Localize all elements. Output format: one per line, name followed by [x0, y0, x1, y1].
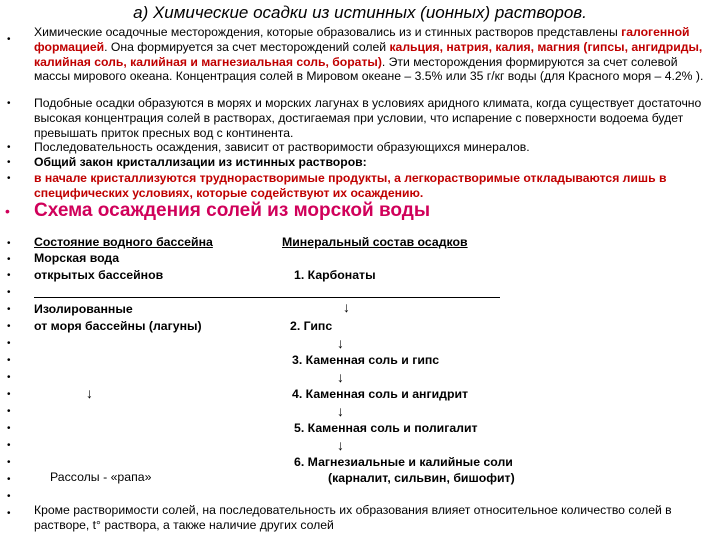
paragraph-halogen-formation [34, 25, 710, 84]
bullet-marker: • [7, 457, 11, 468]
bullet-marker: • [7, 508, 11, 519]
bullet-marker: • [7, 491, 11, 502]
bullet-marker: • [7, 304, 11, 315]
bullet-marker: • [7, 338, 11, 349]
bullet-marker: • [7, 34, 11, 45]
down-arrow-icon: ↓ [337, 403, 344, 419]
highlight-term: кальция, натрия, калия, магния (гипсы, ангидриды, калийная соль, калийная и магнезиальная соль, бораты) [34, 39, 703, 69]
footer-note: Кроме растворимости солей, на последовательность их образования влияет относительное количество солей в растворе, t° раствора, а также наличие других солей [34, 503, 672, 532]
paragraph-general-law: Общий закон кристаллизации из истинных растворов: [34, 155, 367, 169]
mineral-stage: (карналит, сильвин, бишофит) [328, 471, 515, 485]
bullet-marker: • [7, 238, 11, 249]
highlight-term: галогенной формацией [34, 25, 690, 54]
mineral-stage: 1. Карбонаты [294, 268, 376, 282]
bullet-marker: • [7, 98, 11, 109]
bullet-marker: • [7, 406, 11, 417]
bullet-marker: • [7, 389, 11, 400]
right-column-header: Минеральный состав осадков [282, 235, 468, 249]
basin-state: Изолированные [34, 302, 133, 316]
down-arrow-icon: ↓ [86, 385, 93, 401]
down-arrow-icon: ↓ [343, 299, 350, 315]
bullet-marker: • [7, 287, 11, 298]
down-arrow-icon: ↓ [337, 335, 344, 351]
down-arrow-icon: ↓ [337, 437, 344, 453]
down-arrow-icon: ↓ [337, 369, 344, 385]
basin-state: от моря бассейны (лагуны) [34, 319, 202, 333]
basin-state: Морская вода [34, 251, 120, 265]
left-column-header: Состояние водного бассейна [34, 235, 213, 249]
paragraph-arid-conditions: Подобные осадки образуются в морях и морских лагунах в условиях аридного климата, когда существует достаточно высокая концентрация солей в растворах, достигаемая при условии, что испарение с поверхности водоема будет превышать приток пресных вод с континента. [34, 96, 702, 140]
mineral-stage: 2. Гипс [290, 319, 333, 333]
bullet-marker: • [7, 355, 11, 366]
scheme-heading: Схема осаждения солей из морской воды [34, 200, 431, 221]
mineral-stage: 3. Каменная соль и гипс [292, 353, 440, 367]
mineral-stage: 5. Каменная соль и полигалит [294, 421, 478, 435]
bullet-marker: • [7, 321, 11, 332]
bullet-marker: • [5, 203, 10, 219]
bullet-marker: • [7, 254, 11, 265]
basin-state: открытых бассейнов [34, 268, 164, 282]
bullet-marker: • [7, 157, 11, 168]
page-title: а) Химические осадки из истинных (ионных) растворов. [133, 3, 587, 22]
divider-line [34, 297, 500, 298]
text-run: . Эти месторождения формируются за счет солевой массы мирового океана. Концентрация солей в Мировом океане – 3.5% или 35 г/кг воды (для Красного моря – 4.2% ). [34, 54, 704, 84]
basin-state: Рассолы - «рапа» [50, 470, 152, 484]
mineral-stage: 4. Каменная соль и ангидрит [292, 387, 469, 401]
mineral-stage: 6. Магнезиальные и калийные соли [294, 455, 513, 469]
bullet-marker: • [7, 142, 11, 153]
paragraph-sequence: Последовательность осаждения, зависит от растворимости образующихся минералов. [34, 140, 530, 154]
text-run: . Она формируется за счет месторождений солей [104, 39, 390, 54]
bullet-marker: • [7, 270, 11, 281]
text-run: Химические осадочные месторождения, которые образовались из и стинных растворов представлены [34, 25, 622, 39]
bullet-marker: • [7, 423, 11, 434]
bullet-marker: • [7, 474, 11, 485]
bullet-marker: • [7, 440, 11, 451]
bullet-marker: • [7, 372, 11, 383]
bullet-marker: • [7, 173, 11, 184]
paragraph-crystallization-rule: в начале кристаллизуются труднорастворимые продукты, а легкорастворимые откладываются лишь в специфических условиях, которые содействуют их осаждению. [34, 171, 667, 200]
